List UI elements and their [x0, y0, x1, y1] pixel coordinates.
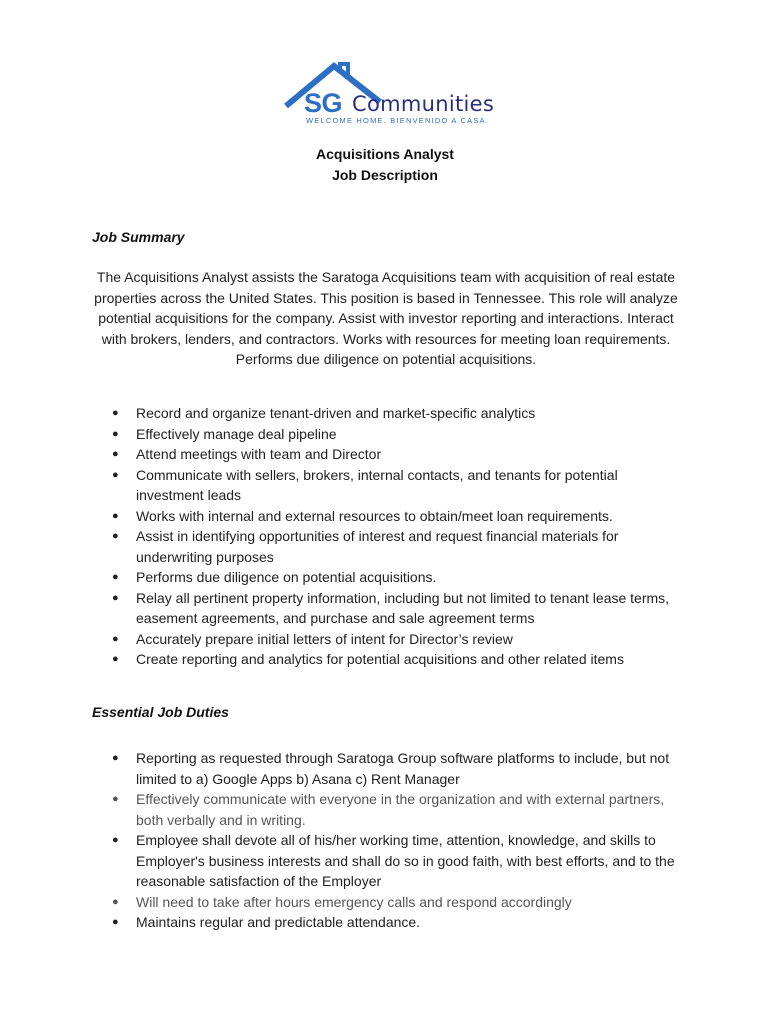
job-summary-list	[112, 403, 682, 670]
essential-duties-heading: Essential Job Duties	[92, 704, 229, 720]
bullet-icon: ●	[112, 834, 119, 846]
bullet-icon: ●	[112, 571, 119, 583]
company-logo	[280, 62, 495, 130]
job-summary-paragraph: The Acquisitions Analyst assists the Saratoga Acquisitions team with acquisition of real estate properties across the United States. This position is based in Tennessee. This role will analyze potential acquisitions for the company. Assist with investor reporting and interactions. Interact with brokers, lenders, and contractors. Works with resources for meeting loan requirements. Performs due diligence on potential acquisitions.	[94, 269, 678, 368]
list-item: ● Communicate with sellers, brokers, internal contacts, and tenants for potential investment leads	[112, 466, 618, 503]
bullet-icon: ●	[112, 427, 119, 440]
list-item: ● Record and organize tenant-driven and market-specific analytics	[112, 403, 682, 424]
list-item: ● Employee shall devote all of his/her working time, attention, knowledge, and skills to Employer's business interests and shall do so in good faith, with best efforts, and to the reasonable satisfaction of the Employer	[112, 832, 675, 889]
bullet-icon: ●	[112, 793, 119, 805]
logo-sg-text: SG	[304, 88, 343, 118]
document-subtitle: Job Description	[332, 167, 438, 183]
bullet-icon: ●	[112, 752, 119, 764]
logo-tagline: WELCOME HOME. BIENVENIDO A CASA.	[306, 116, 490, 125]
bullet-icon: ●	[112, 591, 119, 604]
job-summary-heading: Job Summary	[92, 229, 185, 245]
bullet-icon: ●	[112, 632, 119, 645]
list-item: ● Effectively manage deal pipeline	[112, 424, 682, 445]
list-item: ● Attend meetings with team and Director	[112, 444, 682, 465]
bullet-icon: ●	[112, 407, 119, 419]
logo-brand-name: Communities	[352, 92, 495, 116]
bullet-icon: ●	[112, 653, 119, 665]
list-item: ● Will need to take after hours emergency calls and respond accordingly	[112, 892, 682, 913]
list-item: ● Accurately prepare initial letters of intent for Director’s review	[112, 629, 682, 650]
bullet-icon: ●	[112, 530, 119, 542]
list-item: ● Reporting as requested through Saratoga Group software platforms to include, but not limited to a) Google Apps b) Asana c) Rent Manager	[112, 750, 670, 787]
list-item: ● Effectively communicate with everyone in the organization and with external partners, both verbally and in writing.	[112, 791, 665, 828]
list-item: ● Relay all pertinent property information, including but not limited to tenant lease terms, easement agreements, and purchase and sale agreement terms	[112, 589, 670, 626]
bullet-icon: ●	[112, 916, 119, 928]
bullet-icon: ●	[112, 509, 119, 522]
list-item: ● Works with internal and external resources to obtain/meet loan requirements.	[112, 506, 682, 527]
list-item: ● Performs due diligence on potential acquisitions.	[112, 567, 682, 588]
bullet-icon: ●	[112, 895, 119, 908]
document-title: Acquisitions Analyst	[316, 146, 454, 162]
list-item: ● Create reporting and analytics for potential acquisitions and other related items	[112, 649, 682, 670]
essential-duties-list	[112, 748, 682, 933]
bullet-icon: ●	[112, 448, 119, 460]
bullet-icon: ●	[112, 468, 119, 481]
list-item: ● Maintains regular and predictable attendance.	[112, 912, 682, 933]
list-item: ● Assist in identifying opportunities of interest and request financial materials for underwriting purposes	[112, 528, 619, 565]
